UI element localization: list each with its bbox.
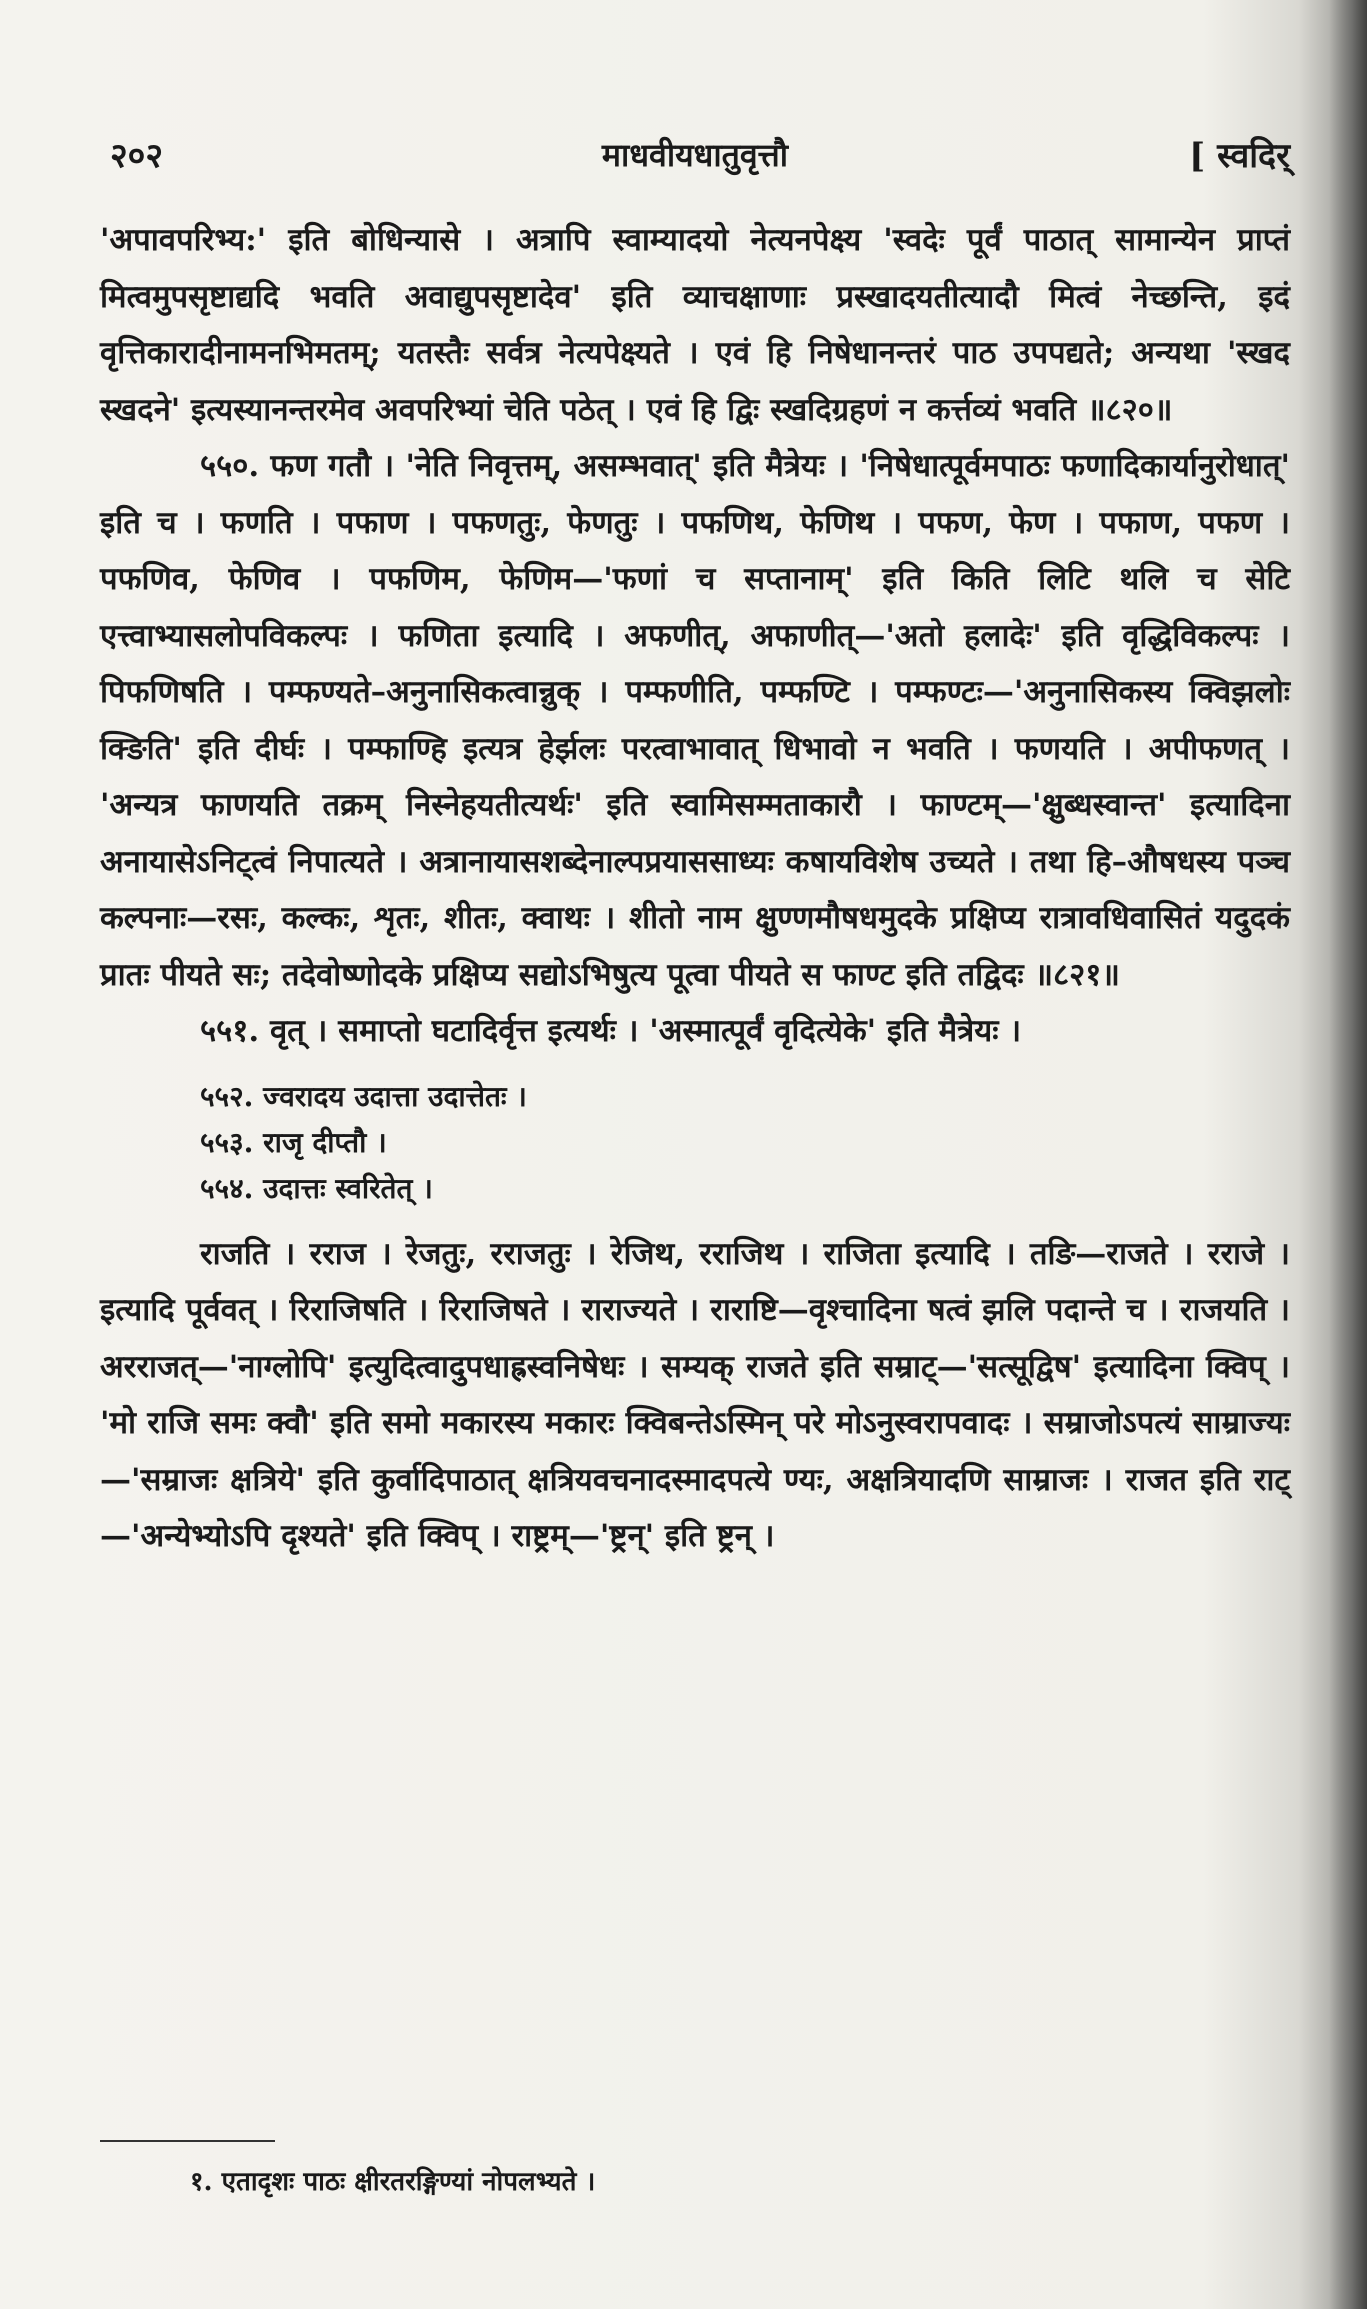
paragraph: राजति । रराज । रेजतुः, रराजतुः । रेजिथ, रराजिथ । राजिता इत्यादि । तङि—राजते । रराजे । इत्यादि पूर्ववत् । रिराजिषति । रिराजिषते । राराज्यते । राराष्टि—वृश्चादिना षत्वं झलि पदान्ते च । राजयति । अरराजत्—'नाग्लोपि' इत्युदित्वादुपधाह्रस्वनिषेधः । सम्यक् राजते इति सम्राट्—'सत्सूद्विष' इत्यादिना क्विप् । 'मो राजि समः क्वौ' इति समो मकारस्य मकारः क्विबन्तेऽस्मिन् परे मोऽनुस्वरापवादः । सम्राजोऽपत्यं साम्राज्यः—'सम्राजः क्षत्रिये' इति कुर्वादिपाठात् क्षत्रियवचनादस्मादपत्ये ण्यः, अक्षत्रियादणि साम्राजः । राजत इति राट्—'अन्येभ्योऽपि दृश्यते' इति क्विप् । राष्ट्रम्—'ष्ट्रन्' इति ष्ट्रन् । (100, 1235, 1290, 1554)
paragraph: ५५०. फण गतौ । 'नेति निवृत्तम्, असम्भवात्' इति मैत्रेयः । 'निषेधात्पूर्वमपाठः फणादिकार्यानुरोधात्' इति च । फणति । पफाण । पफणतुः, फेणतुः । पफणिथ, फेणिथ । पफण, फेण । पफाण, पफण । पफणिव, फेणिव । पफणिम, फेणिम—'फणां च सप्तानाम्' इति किति लिटि थलि च सेटि एत्त्वाभ्यासलोपविकल्पः । फणिता इत्यादि । अफणीत्, अफाणीत्—'अतो हलादेः' इति वृद्धिविकल्पः । पिफणिषति । पम्फण्यते–अनुनासिकत्वान्नुक् । पम्फणीति, पम्फण्टि । पम्फण्टः—'अनुनासिकस्य क्विझलोः क्ङिति' इति दीर्घः । पम्फाण्हि इत्यत्र हेर्झलः परत्वाभावात् धिभावो न भवति । फणयति । अपीफणत् । 'अन्यत्र फाणयति तक्रम् निस्नेहयतीत्यर्थः' इति स्वामिसम्मताकारौ । फाण्टम्—'क्षुब्धस्वान्त' इत्यादिना अनायासेऽनिट्त्वं निपात्यते । अत्रानायासशब्देनाल्पप्रयाससाध्यः कषायविशेष उच्यते । तथा हि–औषधस्य पञ्च कल्पनाः—रसः, कल्कः, शृतः, शीतः, क्वाथः । शीतो नाम क्षुण्णमौषधमुदके प्रक्षिप्य रात्रावधिवासितं यदुदकं प्रातः पीयते सः; तदेवोष्णोदके प्रक्षिप्य सद्योऽभिषुत्य पूत्वा पीयते स फाण्ट इति तद्विदः ॥८२१॥ (100, 448, 1290, 993)
paragraph: ५५१. वृत् । समाप्तो घटादिर्वृत्त इत्यर्थः । 'अस्मात्पूर्वं वृदित्येके' इति मैत्रेयः । (200, 1013, 1022, 1049)
page-body (100, 212, 1290, 1565)
sutra-line: ५५३. राजृ दीप्तौ । (200, 1125, 387, 1159)
paragraph: 'अपावपरिभ्य:' इति बोधिन्यासे । अत्रापि स्वाम्यादयो नेत्यनपेक्ष्य 'स्वदेः पूर्वं पाठात् सामान्येन प्राप्तं मित्वमुपसृष्टाद्यदि भवति अवाद्युपसृष्टादेव' इति व्याचक्षाणाः प्रस्खादयतीत्यादौ मित्वं नेच्छन्ति, इदं वृत्तिकारादीनामनभिमतम्; यतस्तैः सर्वत्र नेत्यपेक्ष्यते । एवं हि निषेधानन्तरं पाठ उपपद्यते; अन्यथा 'स्खद स्खदने' इत्यस्यानन्तरमेव अवपरिभ्यां चेति पठेत् । एवं हि द्विः स्खदिग्रहणं न कर्त्तव्यं भवति ॥८२०॥ (100, 222, 1290, 428)
running-title: माधवीयधातुवृत्तौ (601, 136, 789, 174)
section-marker: [ स्वदिर् (1189, 136, 1290, 176)
page-number: २०२ (110, 136, 164, 176)
footnote: १. एतादृशः पाठः क्षीरतरङ्गिण्यां नोपलभ्यते । (190, 2167, 596, 2197)
binding-shadow (1329, 0, 1367, 2309)
sutra-line: ५५४. उदात्तः स्वरितेत् । (200, 1171, 433, 1205)
footnote-rule (100, 2140, 275, 2142)
page-header (100, 125, 1290, 185)
sutra-line: ५५२. ज्वरादय उदात्ता उदात्तेतः । (200, 1079, 527, 1113)
